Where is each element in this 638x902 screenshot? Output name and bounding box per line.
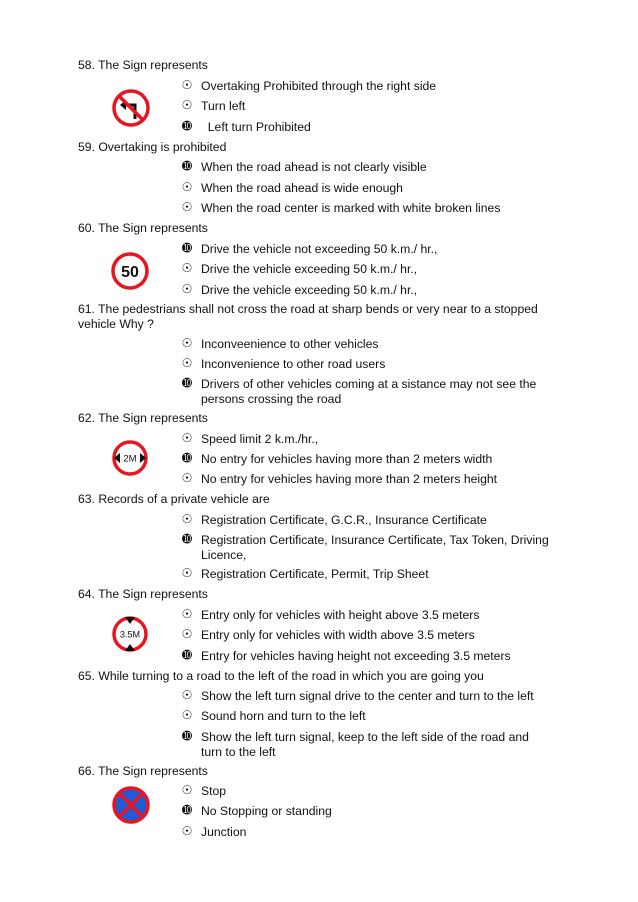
radio-marker-icon: ☉ bbox=[181, 708, 193, 722]
radio-marker-icon: ☉ bbox=[181, 356, 193, 370]
radio-marker-icon: ☉ bbox=[181, 688, 193, 702]
correct-answer-marker-icon: ➓ bbox=[181, 803, 193, 817]
correct-answer-marker-icon: ➓ bbox=[181, 648, 193, 662]
radio-marker-icon: ☉ bbox=[181, 261, 193, 275]
radio-marker-icon: ☉ bbox=[181, 607, 193, 621]
width-limit-2m-sign-icon bbox=[110, 440, 150, 476]
radio-marker-icon: ☉ bbox=[181, 98, 193, 112]
question-64: 64. The Sign represents bbox=[78, 587, 208, 601]
question-60: 60. The Sign represents bbox=[78, 221, 208, 235]
radio-marker-icon: ☉ bbox=[181, 180, 193, 194]
speed-limit-50-sign-icon bbox=[111, 252, 149, 290]
correct-answer-marker-icon: ➓ bbox=[181, 451, 193, 465]
radio-marker-icon: ☉ bbox=[181, 566, 193, 580]
speed-limit-value: 50 bbox=[121, 264, 139, 281]
no-stopping-sign-icon bbox=[112, 786, 150, 824]
correct-answer-marker-icon: ➓ bbox=[181, 376, 193, 390]
radio-marker-icon: ☉ bbox=[181, 512, 193, 526]
radio-marker-icon: ☉ bbox=[181, 627, 193, 641]
radio-marker-icon: ☉ bbox=[181, 282, 193, 296]
question-61: 61. The pedestrians shall not cross the road at sharp bends or very near to a stopped vehicle Why ? bbox=[78, 302, 538, 331]
radio-marker-icon: ☉ bbox=[181, 336, 193, 350]
question-66: 66. The Sign represents bbox=[78, 764, 208, 778]
correct-answer-marker-icon: ➓ bbox=[181, 241, 193, 255]
question-63: 63. Records of a private vehicle are bbox=[78, 492, 270, 506]
height-limit-3.5m-sign-icon bbox=[111, 614, 149, 654]
radio-marker-icon: ☉ bbox=[181, 471, 193, 485]
radio-marker-icon: ☉ bbox=[181, 78, 193, 92]
radio-marker-icon: ☉ bbox=[181, 431, 193, 445]
correct-answer-marker-icon: ➓ bbox=[181, 532, 193, 546]
left-turn-prohibited-sign-icon bbox=[112, 89, 150, 127]
radio-marker-icon: ☉ bbox=[181, 783, 193, 797]
correct-answer-marker-icon: ➓ bbox=[181, 729, 193, 743]
radio-marker-icon: ☉ bbox=[181, 824, 193, 838]
question-65: 65. While turning to a road to the left of the road in which you are going you bbox=[78, 669, 484, 683]
correct-answer-marker-icon: ➓ bbox=[181, 159, 193, 173]
width-limit-value: 2M bbox=[123, 453, 137, 465]
height-limit-value: 3.5M bbox=[119, 629, 141, 640]
correct-answer-marker-icon: ➓ bbox=[181, 119, 193, 133]
radio-marker-icon: ☉ bbox=[181, 200, 193, 214]
question-58: 58. The Sign represents bbox=[78, 58, 208, 72]
question-62: 62. The Sign represents bbox=[78, 411, 208, 425]
question-59: 59. Overtaking is prohibited bbox=[78, 140, 227, 154]
